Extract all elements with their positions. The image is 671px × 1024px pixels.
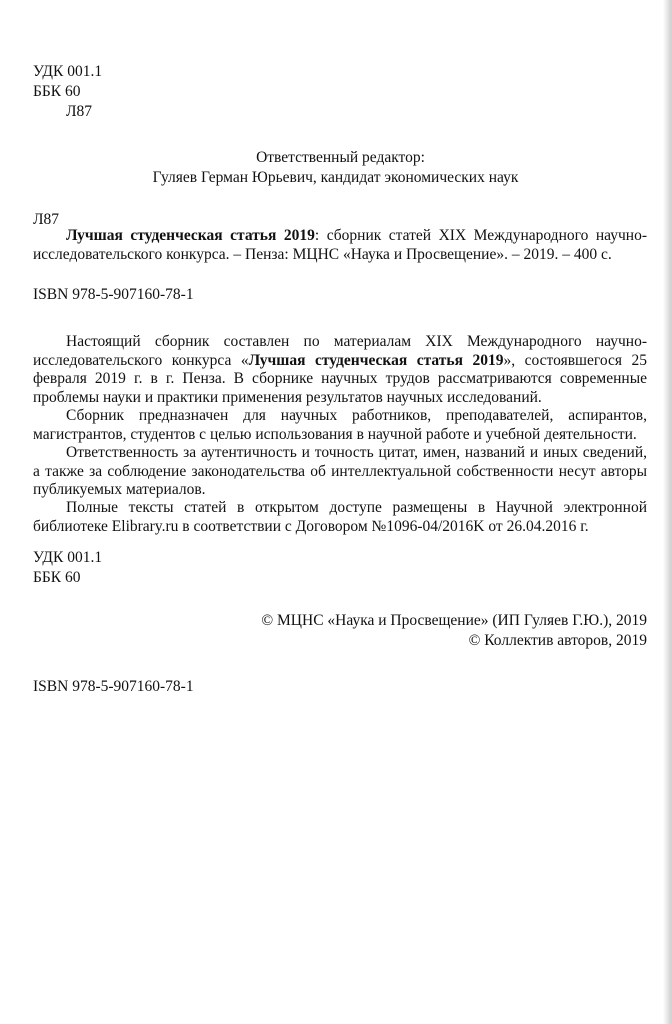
udk-code: УДК 001.1: [33, 63, 103, 80]
abstract-paragraph-4: Полные тексты статей в открытом доступе размещены в Научной электронной библиотеке Elibrary.ru в соответствии с Договором №1096-04/2016K от 26.04.2016 г.: [33, 499, 647, 535]
copyright-authors: © Коллектив авторов, 2019: [468, 632, 647, 649]
footer-udk: УДК 001.1: [33, 549, 103, 566]
isbn-bottom: ISBN 978-5-907160-78-1: [33, 678, 194, 695]
page-edge-shadow: [663, 0, 671, 1024]
isbn-top: ISBN 978-5-907160-78-1: [33, 286, 194, 303]
abstract-paragraph-3: Ответственность за аутентичность и точность цитат, имен, названий и иных сведений, а также за соблюдение законодательства об интеллектуальной собственности несут авторы публикуемых материалов.: [33, 444, 647, 498]
editor-label: Ответственный редактор:: [256, 149, 425, 166]
abstract-paragraph-2: Сборник предназначен для научных работников, преподавателей, аспирантов, магистрантов, студентов с целью использования в научной работе и учебной деятельности.: [33, 407, 647, 443]
contest-title: Лучшая студенческая статья 2019: [248, 351, 504, 369]
bbk-code: ББК 60: [33, 83, 81, 100]
catalog-description: : сборник статей XIX Международного научно-исследовательского конкурса. – Пенза: МЦНС «Наука и Просвещение». – 2019. – 400 с.: [33, 227, 647, 263]
author-mark: Л87: [66, 103, 93, 120]
footer-bbk: ББК 60: [33, 569, 81, 586]
editor-name: Гуляев Герман Юрьевич, кандидат экономических наук: [152, 169, 519, 186]
abstract-paragraph-1: Настоящий сборник составлен по материалам XIX Международного научно-исследовательского конкурса «Лучшая студенческая статья 2019», состоявшегося 25 февраля 2019 г. в г. Пенза. В сборнике научных трудов рассматриваются современные проблемы науки и практики применения результатов научных исследований.: [33, 333, 647, 406]
catalog-entry: [33, 227, 647, 264]
catalog-mark: Л87: [33, 211, 60, 228]
collection-title: Лучшая студенческая статья 2019: [66, 227, 315, 244]
copyright-publisher: © МЦНС «Наука и Просвещение» (ИП Гуляев Г.Ю.), 2019: [261, 612, 647, 629]
